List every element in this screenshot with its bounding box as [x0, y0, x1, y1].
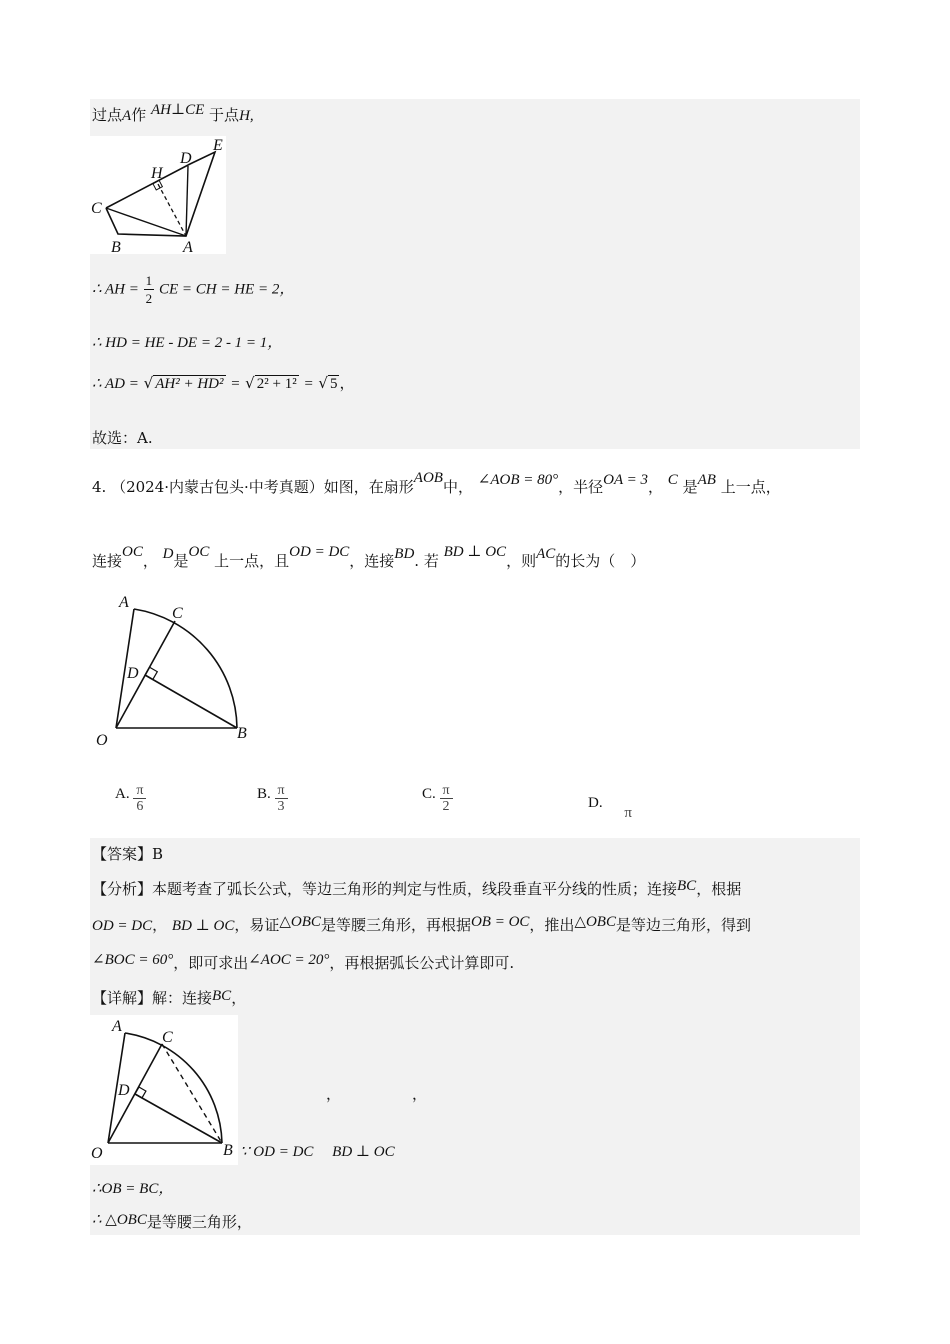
option-d[interactable]: D. π	[588, 795, 632, 821]
label-D: D	[127, 665, 139, 682]
answer-line: 【答案】B	[92, 845, 164, 863]
label-B: B	[223, 1142, 233, 1159]
option-c[interactable]: C. $\frac{\pi}{2}$	[422, 783, 453, 815]
equation-hd: ∴ HD = HE - DE = 2 - 1 = 1，	[92, 335, 283, 351]
option-b[interactable]: B. $\frac{\pi}{3}$	[257, 783, 288, 815]
label-D: D	[118, 1082, 130, 1099]
quadrilateral-diagram	[90, 136, 226, 254]
question-4-line2: 连接OC， D是OC 上一点，且OD = DC，连接BD. 若 BD ⊥ OC，则AC的长为（ ）	[92, 544, 646, 570]
sector-diagram	[92, 590, 262, 750]
label-D: D	[180, 150, 192, 167]
label-H: H	[151, 165, 163, 182]
label-C: C	[91, 200, 102, 217]
question-4-line1: 4. （2024·内蒙古包头·中考真题）如图，在扇形AOB中， ∠AOB = 80°，半径OA = 3， C 是AB 上一点，	[92, 470, 781, 496]
label-A: A	[183, 239, 193, 254]
isosceles-line: ∴ △OBC是等腰三角形，	[92, 1212, 252, 1231]
comma-2: ，	[412, 1085, 428, 1103]
label-B: B	[111, 239, 121, 254]
label-O: O	[91, 1145, 103, 1162]
label-B: B	[237, 725, 247, 742]
figure-sector	[92, 590, 262, 750]
analysis-line1: 【分析】本题考查了弧长公式，等边三角形的判定与性质，线段垂直平分线的性质；连接BC，根据	[92, 878, 742, 898]
detail-line: 【详解】解：连接BC，	[92, 988, 247, 1007]
equation-ad: ∴ AD = √ AH² + HD² = √ 2² + 1² = √ 5 ，	[92, 374, 355, 392]
figure-sector-solution	[90, 1015, 238, 1165]
label-A: A	[119, 594, 129, 611]
label-E: E	[213, 137, 223, 154]
sector-solution-diagram	[90, 1015, 238, 1165]
intro-line: 过点A作 AH⊥CE 于点H,	[92, 102, 254, 124]
label-C: C	[172, 605, 183, 622]
equation-ah: ∴ AH = $\frac{1}{2}$ CE = CH = HE = 2，	[92, 273, 295, 306]
figure-quadrilateral	[90, 136, 226, 254]
label-A: A	[112, 1018, 122, 1035]
ob-equals-bc: ∴OB = BC，	[92, 1181, 174, 1197]
label-C: C	[162, 1029, 173, 1046]
analysis-line3: ∠BOC = 60°，即可求出∠AOC = 20°，再根据弧长公式计算即可.	[92, 952, 515, 972]
analysis-line2: OD = DC， BD ⊥ OC，易证△OBC是等腰三角形，再根据OB = OC，推出△OBC是等边三角形，得到	[92, 914, 751, 934]
label-O: O	[96, 732, 108, 749]
answer-choice: 故选：A.	[92, 429, 153, 447]
because-line: ∵ OD = DC BD ⊥ OC	[240, 1144, 395, 1160]
comma-1: ，	[326, 1085, 342, 1103]
option-a[interactable]: A. $\frac{\pi}{6}$	[115, 783, 146, 815]
